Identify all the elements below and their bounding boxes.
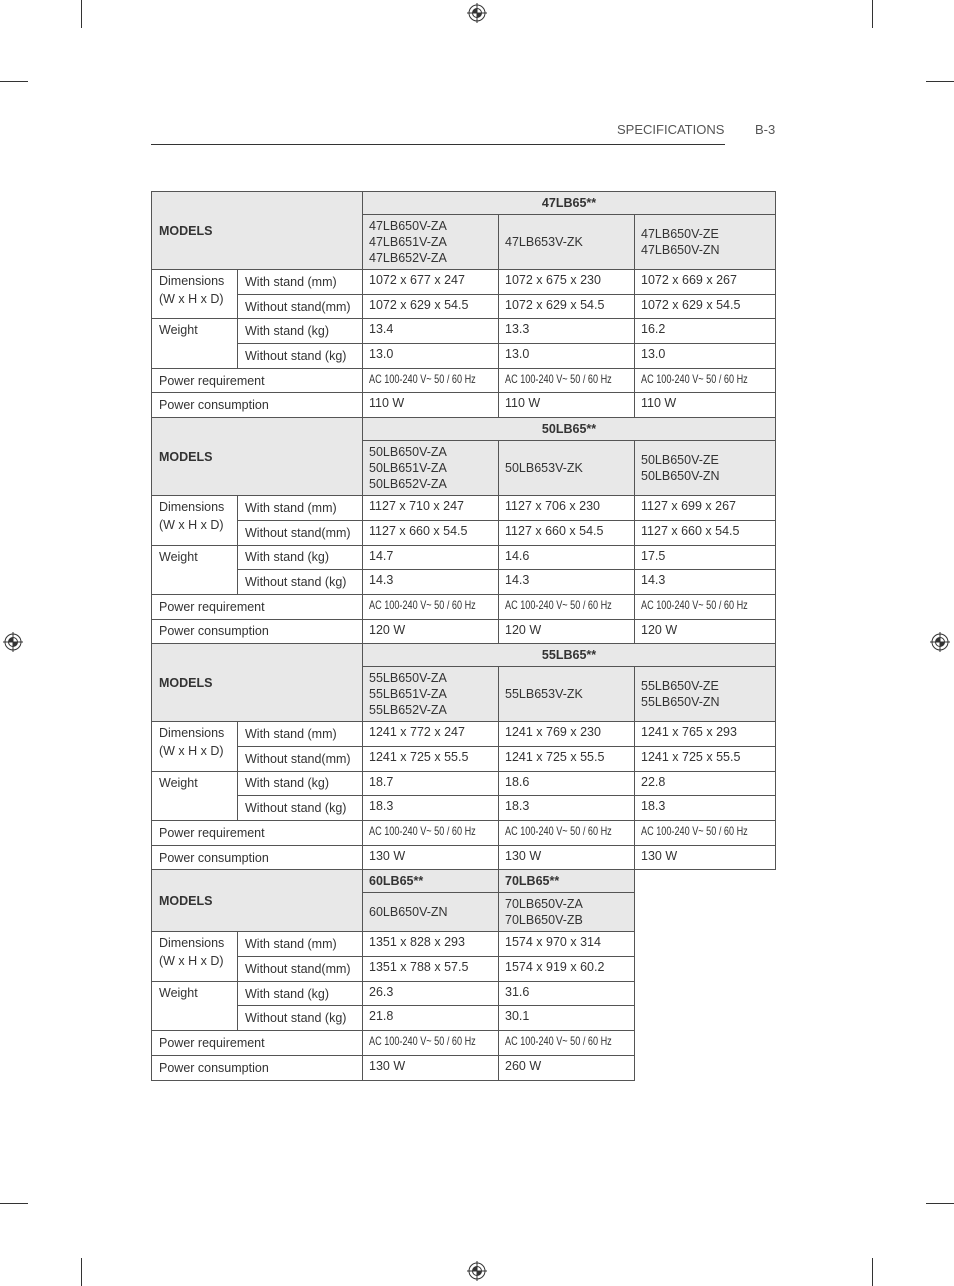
model-name: 47LB650V-ZA bbox=[369, 219, 447, 233]
page-number: B-3 bbox=[755, 122, 776, 137]
dimensions-without-stand-value: 1127 x 660 x 54.5 bbox=[499, 520, 635, 545]
spec-row bbox=[152, 932, 776, 957]
power-consumption-value: 110 W bbox=[635, 393, 776, 418]
with-stand-kg-label: With stand (kg) bbox=[238, 545, 363, 570]
power-requirement-label: Power requirement bbox=[152, 821, 363, 846]
power-requirement-label: Power requirement bbox=[152, 1031, 363, 1056]
spec-row bbox=[152, 746, 776, 771]
weight-without-stand-value: 13.0 bbox=[499, 344, 635, 369]
model-name: 47LB650V-ZN bbox=[641, 243, 720, 257]
model-name: 55LB650V-ZA bbox=[369, 671, 447, 686]
dimensions-without-stand-value: 1574 x 919 x 60.2 bbox=[499, 957, 635, 982]
weight-label bbox=[152, 545, 238, 594]
spec-row bbox=[152, 368, 776, 393]
power-requirement-value bbox=[363, 368, 499, 393]
spec-row bbox=[152, 594, 776, 619]
weight-without-stand-value: 14.3 bbox=[635, 570, 776, 595]
dimensions-label-line: (W x H x D) bbox=[159, 744, 224, 759]
crop-mark bbox=[872, 1258, 873, 1286]
registration-mark-icon bbox=[2, 631, 24, 653]
weight-with-stand-value: 13.3 bbox=[499, 319, 635, 344]
dimensions-label-line: (W x H x D) bbox=[159, 292, 224, 306]
power-requirement-value bbox=[499, 1031, 635, 1056]
weight-label bbox=[152, 981, 238, 1030]
power-requirement-value-text: AC 100-240 V~ 50 / 60 Hz bbox=[641, 597, 748, 612]
weight-with-stand-value: 14.6 bbox=[499, 545, 635, 570]
power-consumption-value: 120 W bbox=[635, 619, 776, 644]
series-header: 60LB65** bbox=[363, 870, 499, 893]
model-name: 47LB651V-ZA bbox=[369, 235, 447, 249]
weight-label bbox=[152, 319, 238, 368]
series-header-row bbox=[152, 418, 776, 441]
series-header-row bbox=[152, 870, 776, 893]
without-stand-kg-label: Without stand (kg) bbox=[238, 570, 363, 595]
dimensions-label-line: Dimensions bbox=[159, 726, 225, 741]
registration-mark-icon bbox=[466, 2, 488, 24]
weight-without-stand-value: 13.0 bbox=[363, 344, 499, 369]
dimensions-with-stand-value: 1072 x 677 x 247 bbox=[363, 270, 499, 295]
power-requirement-value-text: AC 100-240 V~ 50 / 60 Hz bbox=[369, 1034, 476, 1049]
series-header-row bbox=[152, 644, 776, 667]
series-header: 50LB65** bbox=[363, 418, 776, 441]
power-requirement-value-text: AC 100-240 V~ 50 / 60 Hz bbox=[641, 824, 748, 838]
model-name: 50LB651V-ZA bbox=[369, 461, 447, 476]
model-names-cell bbox=[499, 441, 635, 496]
dimensions-with-stand-value: 1072 x 675 x 230 bbox=[499, 270, 635, 295]
spec-row bbox=[152, 520, 776, 545]
power-consumption-value: 120 W bbox=[363, 619, 499, 644]
power-consumption-value: 130 W bbox=[363, 1055, 499, 1080]
dimensions-label bbox=[152, 932, 238, 981]
weight-with-stand-value: 13.4 bbox=[363, 319, 499, 344]
spec-row bbox=[152, 957, 776, 982]
power-requirement-value bbox=[499, 821, 635, 846]
dimensions-without-stand-value: 1241 x 725 x 55.5 bbox=[635, 746, 776, 771]
without-stand-kg-label: Without stand (kg) bbox=[238, 344, 363, 369]
dimensions-with-stand-value: 1241 x 769 x 230 bbox=[499, 722, 635, 747]
crop-mark bbox=[872, 0, 873, 28]
power-requirement-value-text: AC 100-240 V~ 50 / 60 Hz bbox=[369, 371, 476, 386]
model-names-cell bbox=[635, 441, 776, 496]
dimensions-without-stand-value: 1072 x 629 x 54.5 bbox=[363, 294, 499, 319]
power-requirement-value-text: AC 100-240 V~ 50 / 60 Hz bbox=[505, 1034, 612, 1049]
power-consumption-value: 130 W bbox=[499, 845, 635, 870]
without-stand-kg-label: Without stand (kg) bbox=[238, 1006, 363, 1031]
without-stand-mm-label: Without stand(mm) bbox=[238, 520, 363, 545]
weight-label bbox=[152, 771, 238, 820]
power-requirement-value bbox=[499, 594, 635, 619]
spec-row bbox=[152, 1031, 776, 1056]
model-names-cell bbox=[363, 893, 499, 932]
dimensions-with-stand-value: 1072 x 669 x 267 bbox=[635, 270, 776, 295]
power-requirement-value-text: AC 100-240 V~ 50 / 60 Hz bbox=[505, 371, 612, 386]
spec-row bbox=[152, 319, 776, 344]
weight-without-stand-value: 14.3 bbox=[499, 570, 635, 595]
weight-with-stand-value: 16.2 bbox=[635, 319, 776, 344]
model-names-cell bbox=[499, 893, 635, 932]
weight-with-stand-value: 14.7 bbox=[363, 545, 499, 570]
power-requirement-value bbox=[635, 368, 776, 393]
spec-row bbox=[152, 722, 776, 747]
model-name: 70LB650V-ZA bbox=[505, 897, 583, 912]
section-title: SPECIFICATIONS bbox=[617, 122, 725, 137]
model-name: 50LB652V-ZA bbox=[369, 477, 447, 492]
weight-without-stand-value: 18.3 bbox=[499, 796, 635, 821]
dimensions-without-stand-value: 1241 x 725 x 55.5 bbox=[499, 746, 635, 771]
dimensions-with-stand-value: 1351 x 828 x 293 bbox=[363, 932, 499, 957]
without-stand-mm-label: Without stand(mm) bbox=[238, 294, 363, 319]
models-label: MODELS bbox=[152, 870, 363, 932]
dimensions-with-stand-value: 1574 x 970 x 314 bbox=[499, 932, 635, 957]
power-requirement-value bbox=[635, 821, 776, 846]
weight-with-stand-value: 17.5 bbox=[635, 545, 776, 570]
model-name: 55LB653V-ZK bbox=[505, 687, 583, 702]
spec-row bbox=[152, 981, 776, 1006]
dimensions-without-stand-value: 1072 x 629 x 54.5 bbox=[635, 294, 776, 319]
model-name: 50LB650V-ZE bbox=[641, 453, 719, 468]
dimensions-label-line: (W x H x D) bbox=[159, 518, 224, 533]
dimensions-label bbox=[152, 722, 238, 771]
model-name: 55LB651V-ZA bbox=[369, 687, 447, 702]
power-consumption-value: 120 W bbox=[499, 619, 635, 644]
crop-mark bbox=[0, 81, 28, 82]
spec-row bbox=[152, 619, 776, 644]
dimensions-without-stand-value: 1072 x 629 x 54.5 bbox=[499, 294, 635, 319]
crop-mark bbox=[926, 81, 954, 82]
power-requirement-value-text: AC 100-240 V~ 50 / 60 Hz bbox=[505, 597, 612, 612]
model-name: 70LB650V-ZB bbox=[505, 913, 583, 928]
model-name: 55LB650V-ZE bbox=[641, 679, 719, 694]
power-consumption-value: 130 W bbox=[363, 845, 499, 870]
dimensions-without-stand-value: 1127 x 660 x 54.5 bbox=[363, 520, 499, 545]
power-requirement-value-text: AC 100-240 V~ 50 / 60 Hz bbox=[505, 824, 612, 838]
dimensions-label-line: (W x H x D) bbox=[159, 954, 224, 969]
power-consumption-label: Power consumption bbox=[152, 1055, 363, 1080]
model-name: 55LB650V-ZN bbox=[641, 695, 720, 710]
power-requirement-value bbox=[635, 594, 776, 619]
spec-row bbox=[152, 845, 776, 870]
model-name: 55LB652V-ZA bbox=[369, 703, 447, 718]
spec-row bbox=[152, 344, 776, 369]
weight-with-stand-value: 26.3 bbox=[363, 981, 499, 1006]
with-stand-kg-label: With stand (kg) bbox=[238, 319, 363, 344]
weight-with-stand-value: 22.8 bbox=[635, 771, 776, 796]
spec-row bbox=[152, 771, 776, 796]
crop-mark bbox=[81, 0, 82, 28]
with-stand-kg-label: With stand (kg) bbox=[238, 981, 363, 1006]
series-header: 55LB65** bbox=[363, 644, 776, 667]
power-requirement-label: Power requirement bbox=[152, 594, 363, 619]
power-requirement-value bbox=[363, 821, 499, 846]
crop-mark bbox=[81, 1258, 82, 1286]
spec-row bbox=[152, 1055, 776, 1080]
weight-without-stand-value: 18.3 bbox=[363, 796, 499, 821]
crop-mark bbox=[926, 1203, 954, 1204]
model-name: 47LB650V-ZE bbox=[641, 227, 719, 241]
spec-row bbox=[152, 294, 776, 319]
model-names-cell bbox=[635, 215, 776, 270]
dimensions-label-line: Dimensions bbox=[159, 500, 225, 515]
spec-row bbox=[152, 570, 776, 595]
with-stand-mm-label: With stand (mm) bbox=[238, 270, 363, 295]
weight-label-line: Weight bbox=[159, 775, 198, 790]
model-name: 60LB650V-ZN bbox=[369, 905, 448, 920]
spec-row bbox=[152, 393, 776, 418]
weight-without-stand-value: 14.3 bbox=[363, 570, 499, 595]
power-consumption-value: 130 W bbox=[635, 845, 776, 870]
power-consumption-label: Power consumption bbox=[152, 619, 363, 644]
weight-with-stand-value: 18.7 bbox=[363, 771, 499, 796]
model-names-cell bbox=[363, 667, 499, 722]
model-name: 50LB650V-ZA bbox=[369, 445, 447, 460]
power-requirement-value-text: AC 100-240 V~ 50 / 60 Hz bbox=[369, 597, 476, 612]
model-names-cell bbox=[499, 667, 635, 722]
series-header-row bbox=[152, 192, 776, 215]
power-requirement-value bbox=[363, 594, 499, 619]
header-rule bbox=[151, 144, 725, 145]
weight-label-line: Weight bbox=[159, 985, 198, 1000]
power-consumption-label: Power consumption bbox=[152, 393, 363, 418]
dimensions-label bbox=[152, 496, 238, 545]
dimensions-label bbox=[152, 270, 238, 319]
weight-label-line: Weight bbox=[159, 323, 198, 338]
series-header: 47LB65** bbox=[363, 192, 776, 215]
weight-without-stand-value: 18.3 bbox=[635, 796, 776, 821]
with-stand-mm-label: With stand (mm) bbox=[238, 496, 363, 521]
dimensions-label-line: Dimensions bbox=[159, 274, 225, 288]
spec-row bbox=[152, 270, 776, 295]
weight-without-stand-value: 21.8 bbox=[363, 1006, 499, 1031]
dimensions-with-stand-value: 1241 x 765 x 293 bbox=[635, 722, 776, 747]
registration-mark-icon bbox=[929, 631, 951, 653]
power-consumption-value: 110 W bbox=[499, 393, 635, 418]
model-name: 50LB650V-ZN bbox=[641, 469, 720, 484]
power-consumption-value: 110 W bbox=[363, 393, 499, 418]
dimensions-with-stand-value: 1241 x 772 x 247 bbox=[363, 722, 499, 747]
spec-row bbox=[152, 496, 776, 521]
model-name: 47LB652V-ZA bbox=[369, 251, 447, 265]
spec-row bbox=[152, 1006, 776, 1031]
without-stand-kg-label: Without stand (kg) bbox=[238, 796, 363, 821]
power-requirement-value bbox=[363, 1031, 499, 1056]
with-stand-mm-label: With stand (mm) bbox=[238, 932, 363, 957]
power-requirement-value bbox=[499, 368, 635, 393]
power-requirement-value-text: AC 100-240 V~ 50 / 60 Hz bbox=[369, 824, 476, 838]
spec-row bbox=[152, 821, 776, 846]
model-name: 50LB653V-ZK bbox=[505, 461, 583, 476]
model-names-cell bbox=[363, 215, 499, 270]
series-header: 70LB65** bbox=[499, 870, 635, 893]
with-stand-kg-label: With stand (kg) bbox=[238, 771, 363, 796]
without-stand-mm-label: Without stand(mm) bbox=[238, 957, 363, 982]
without-stand-mm-label: Without stand(mm) bbox=[238, 746, 363, 771]
weight-without-stand-value: 13.0 bbox=[635, 344, 776, 369]
models-label: MODELS bbox=[152, 192, 363, 270]
dimensions-with-stand-value: 1127 x 710 x 247 bbox=[363, 496, 499, 521]
registration-mark-icon bbox=[466, 1260, 488, 1282]
spec-row bbox=[152, 545, 776, 570]
power-consumption-value: 260 W bbox=[499, 1055, 635, 1080]
weight-with-stand-value: 18.6 bbox=[499, 771, 635, 796]
power-consumption-label: Power consumption bbox=[152, 845, 363, 870]
spec-row bbox=[152, 796, 776, 821]
weight-with-stand-value: 31.6 bbox=[499, 981, 635, 1006]
dimensions-with-stand-value: 1127 x 706 x 230 bbox=[499, 496, 635, 521]
weight-label-line: Weight bbox=[159, 549, 198, 564]
power-requirement-value-text: AC 100-240 V~ 50 / 60 Hz bbox=[641, 371, 748, 386]
dimensions-without-stand-value: 1351 x 788 x 57.5 bbox=[363, 957, 499, 982]
model-name: 47LB653V-ZK bbox=[505, 235, 583, 249]
model-names-cell bbox=[499, 215, 635, 270]
power-requirement-label: Power requirement bbox=[152, 368, 363, 393]
dimensions-without-stand-value: 1127 x 660 x 54.5 bbox=[635, 520, 776, 545]
specifications-table bbox=[151, 191, 776, 1081]
models-label: MODELS bbox=[152, 644, 363, 722]
models-label: MODELS bbox=[152, 418, 363, 496]
specifications-table-body bbox=[152, 192, 776, 1081]
crop-mark bbox=[0, 1203, 28, 1204]
with-stand-mm-label: With stand (mm) bbox=[238, 722, 363, 747]
weight-without-stand-value: 30.1 bbox=[499, 1006, 635, 1031]
dimensions-label-line: Dimensions bbox=[159, 936, 225, 951]
dimensions-with-stand-value: 1127 x 699 x 267 bbox=[635, 496, 776, 521]
dimensions-without-stand-value: 1241 x 725 x 55.5 bbox=[363, 746, 499, 771]
model-names-cell bbox=[635, 667, 776, 722]
model-names-cell bbox=[363, 441, 499, 496]
